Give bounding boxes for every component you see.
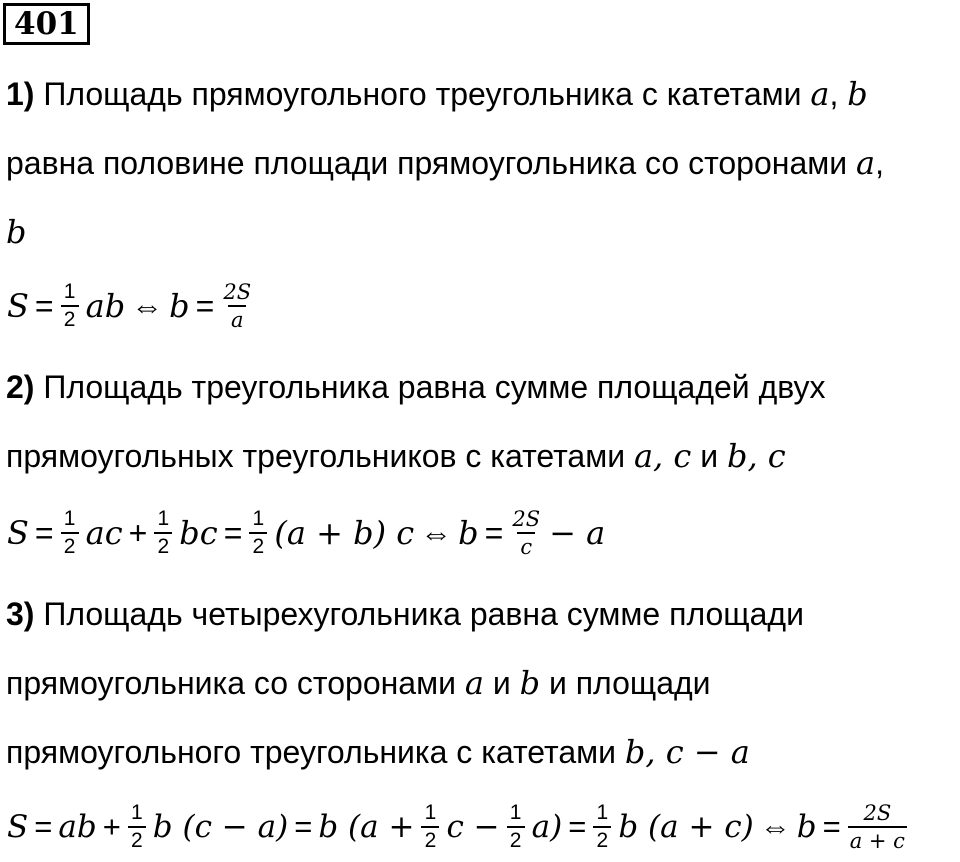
frac-den: 2 [249,532,267,559]
frac-den: 2 [61,532,79,559]
frac-den: a + c [848,826,907,853]
part1-line3 [6,212,26,252]
part1-text1: Площадь прямоугольного треугольника с катетами [34,76,811,112]
frac-den: 2 [421,826,439,853]
formula-eq: = [34,809,53,844]
formula-b: b [169,287,190,325]
formula-b: b [458,514,479,552]
part3-text1: Площадь четырехугольника равна сумме площади [34,596,804,632]
formula-a-close: a) [531,809,563,845]
iff-symbol: ⇔ [759,809,791,844]
part1-comma: , [829,76,848,112]
part2-line1 [6,367,826,407]
part2-label: 2) [6,369,35,405]
frac-num: 1 [63,507,76,530]
frac-num: 2S [512,507,541,531]
frac-den: c [517,532,535,559]
part2-text2: прямоугольных треугольников с катетами [6,438,634,474]
part3-text2b: и площади [540,665,711,701]
frac-num: 1 [596,801,609,824]
frac-num: 2S [223,280,252,304]
frac-num: 1 [424,801,437,824]
fraction-half [61,507,79,559]
part3-text2a: прямоугольника со сторонами [6,665,465,701]
frac-den: 2 [61,305,79,332]
part2-var-ac: a, c [633,437,692,475]
frac-num: 1 [509,801,522,824]
formula-bac: b (a + c) [618,809,754,845]
formula-apb: (a + b) c [274,514,415,552]
fraction-half [507,801,525,853]
formula-ab: ab [85,287,126,325]
iff-symbol: ⇔ [131,287,164,324]
formula-eq: = [34,287,54,324]
iff-symbol: ⇔ [420,514,453,551]
frac-num: 1 [157,507,170,530]
frac-den: 2 [507,826,525,853]
fraction-half [421,801,439,853]
formula-eq: = [34,514,54,551]
formula-b-open: b (a + [318,809,415,845]
formula-eq: = [294,809,313,844]
formula-c-minus: c − [446,809,500,845]
formula-b: b [796,809,817,845]
formula-s: S [7,514,29,552]
part3-var-bca: b, c − a [624,733,750,771]
formula-plus: + [102,809,121,844]
frac-den: 2 [154,532,172,559]
part1-var-b: b [847,75,868,113]
part3-line3 [6,732,750,772]
formula-eq: = [822,809,841,844]
formula-eq: = [195,287,215,324]
part3-formula [4,792,911,862]
part1-var-b2: b [6,213,27,251]
part1-var-a2: a [856,144,876,182]
formula-tail: − a [549,514,606,552]
formula-eq: = [484,514,504,551]
formula-eq: = [568,809,587,844]
part2-var-bc: b, c [726,437,786,475]
formula-bc: bc [179,514,218,552]
part1-comma2: , [875,145,884,181]
formula-ab: ab [58,809,97,845]
frac-num: 2S [863,801,892,825]
part2-and: и [691,438,727,474]
part3-label: 3) [6,596,35,632]
part3-text3: прямоугольного треугольника с катетами [6,734,625,770]
part3-var-b: b [519,664,541,702]
part1-line1 [6,74,868,114]
formula-plus: + [128,514,148,551]
part1-line2 [6,143,884,183]
part1-label: 1) [6,76,35,112]
fraction-half [154,507,172,559]
part2-formula [4,498,608,568]
frac-den: 2 [593,826,611,853]
frac-num: 1 [130,801,143,824]
part2-line2 [6,436,786,476]
part1-text2: равна половине площади прямоугольника со сторонами [6,145,856,181]
part2-text1: Площадь треугольника равна сумме площадей двух [34,369,826,405]
part3-line1 [6,594,804,634]
frac-den: 2 [128,826,146,853]
problem-number: 401 [3,3,90,45]
formula-s: S [7,287,29,325]
part1-formula [4,271,257,341]
fraction-result [221,280,253,332]
fraction-half [128,801,146,853]
frac-num: 1 [252,507,265,530]
formula-eq: = [223,514,243,551]
fraction-half [593,801,611,853]
frac-den: a [228,305,246,332]
fraction-result [510,507,542,559]
fraction-result [848,801,907,853]
part3-var-a: a [464,664,484,702]
frac-num: 1 [63,280,76,303]
formula-bca: b (c − a) [152,809,289,845]
fraction-half [249,507,267,559]
part3-line2 [6,663,711,703]
formula-ac: ac [85,514,123,552]
formula-s: S [7,809,29,845]
fraction-half [61,280,79,332]
part3-and: и [483,665,520,701]
part1-var-a: a [810,75,830,113]
